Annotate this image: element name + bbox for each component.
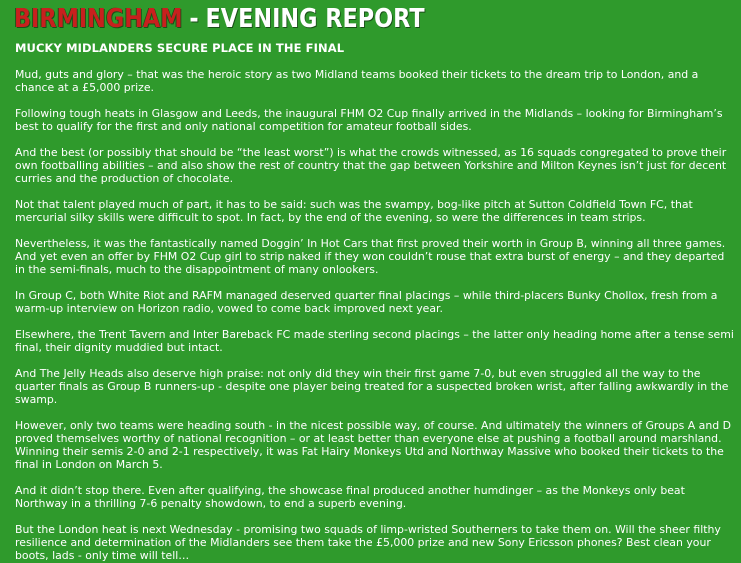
article-paragraph: However, only two teams were heading south - in the nicest possible way, of course. And ultimately the winners of Groups A and D proved themselves worthy of national recognition – or at least better than everyone else at pushing a football around marshland. Winning their semis 2-0 and 2-1 respectively, it was Fat Hairy Monkeys Utd and Northway Massive who booked their tickets to the final in London on March 5. <box>15 419 732 471</box>
article-paragraph: In Group C, both White Riot and RAFM managed deserved quarter final placings – while third-placers Bunky Chollox, fresh from a warm-up interview on Horizon radio, vowed to come back improved next year. <box>15 289 718 315</box>
article-paragraph: Mud, guts and glory – that was the heroic story as two Midland teams booked their tickets to the dream trip to London, and a chance at a £5,000 prize. <box>15 68 699 94</box>
article-paragraph: And The Jelly Heads also deserve high praise: not only did they win their first game 7-0, but even struggled all the way to the quarter finals as Group B runners-up - despite one player being treated for a suspected broken wrist, after falling awkwardly in the swamp. <box>15 367 729 406</box>
article-body <box>15 68 735 563</box>
article-paragraph: Not that talent played much of part, it has to be said: such was the swampy, bog-like pitch at Sutton Coldfield Town FC, that mercurial silky skills were difficult to spot. In fact, by the end of the evening, so were the differences in team strips. <box>15 198 693 224</box>
masthead <box>14 2 425 36</box>
article-headline: MUCKY MIDLANDERS SECURE PLACE IN THE FINAL <box>15 41 345 55</box>
masthead-city: BIRMINGHAM <box>14 4 183 34</box>
masthead-title: EVENING REPORT <box>205 4 425 34</box>
article-paragraph: And it didn’t stop there. Even after qualifying, the showcase final produced another humdinger – as the Monkeys only beat Northway in a thrilling 7-6 penalty showdown, to end a superb evening. <box>15 484 685 510</box>
article-paragraph: Nevertheless, it was the fantastically named Doggin’ In Hot Cars that first proved their worth in Group B, winning all three games. And yet even an offer by FHM O2 Cup girl to strip naked if they won couldn’t rouse that extra burst of energy – and they departed in the semi-finals, much to the disappointment of many onlookers. <box>15 237 726 276</box>
article-paragraph: And the best (or possibly that should be “the least worst”) is what the crowds witnessed, as 16 squads congregated to prove their own footballing abilities – and also show the rest of country that the gap between Yorkshire and Milton Keynes isn’t just for decent curries and the production of chocolate. <box>15 146 727 185</box>
article-paragraph: Following tough heats in Glasgow and Leeds, the inaugural FHM O2 Cup finally arrived in the Midlands – looking for Birmingham’s best to qualify for the first and only national competition for amateur football sides. <box>15 107 723 133</box>
masthead-separator: - <box>189 4 199 34</box>
article-paragraph: Elsewhere, the Trent Tavern and Inter Bareback FC made sterling second placings – the latter only heading home after a tense semi final, their dignity muddied but intact. <box>15 328 734 354</box>
article-paragraph: But the London heat is next Wednesday - promising two squads of limp-wristed Southerners to take them on. Will the sheer filthy resilience and determination of the Midlanders see them take the £5,000 prize and new Sony Ericsson phones? Best clean your boots, lads - only time will tell… <box>15 523 721 562</box>
